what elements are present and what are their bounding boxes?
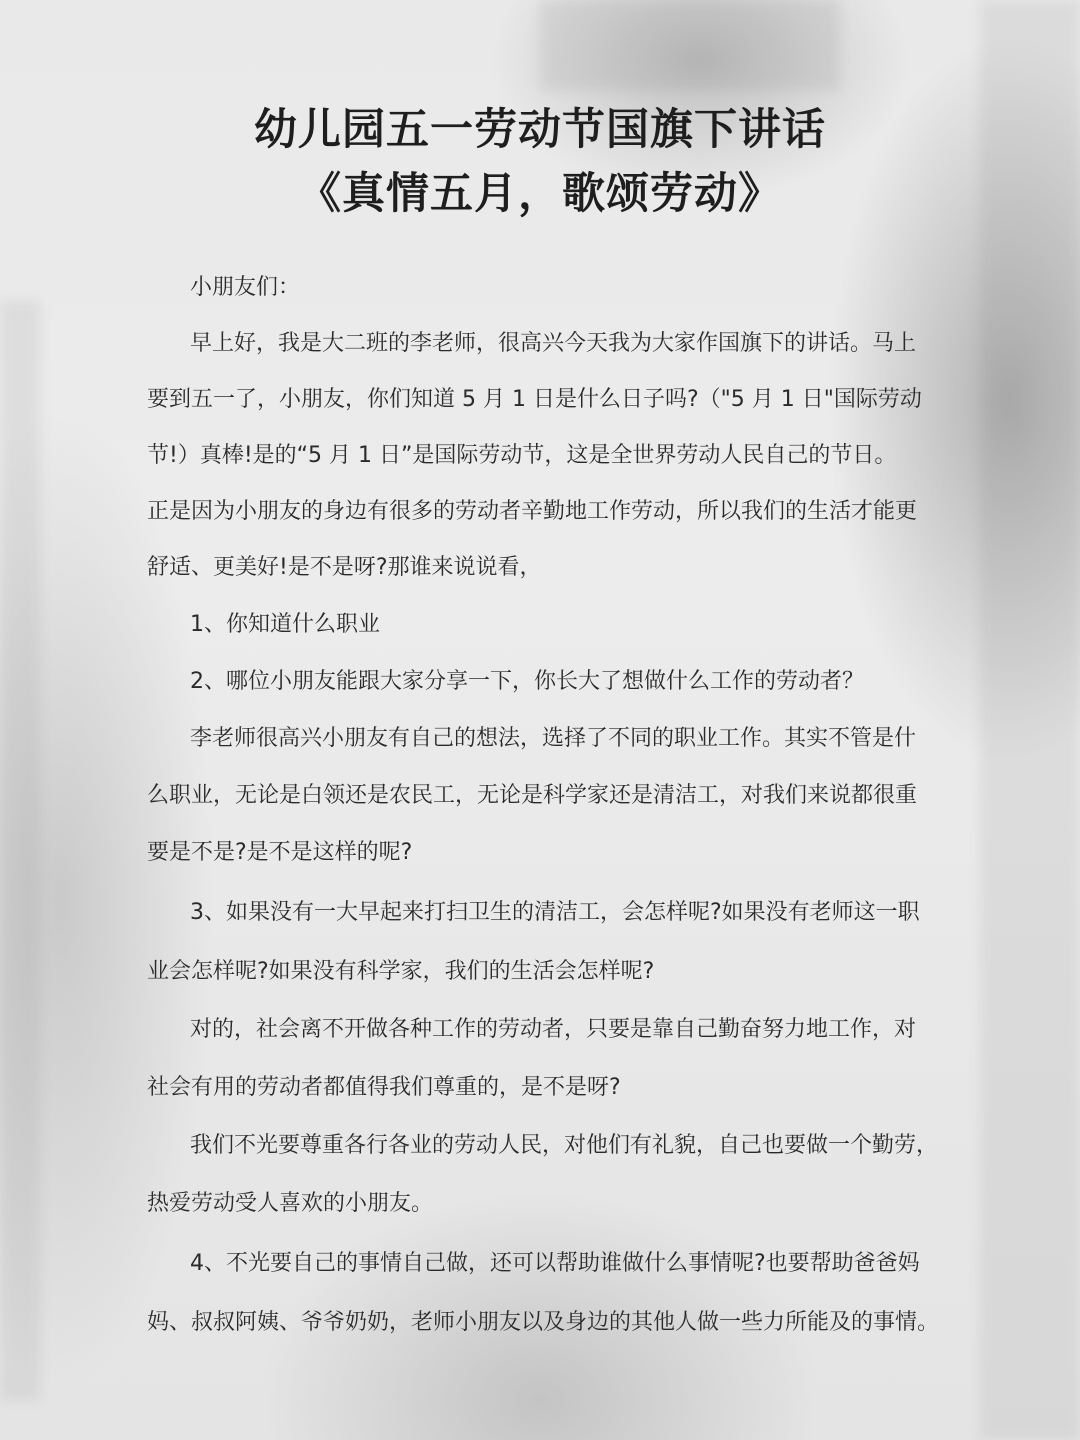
text-line: 要是不是?是不是这样的呢? <box>147 840 413 865</box>
scan-shadow <box>0 300 40 1400</box>
text-line: 么职业，无论是白领还是农民工，无论是科学家还是清洁工，对我们来说都很重 <box>147 783 918 808</box>
list-item: 1、你知道什么职业 <box>190 612 380 637</box>
text-line: 小朋友们： <box>190 275 301 300</box>
text-line: 业会怎样呢?如果没有科学家，我们的生活会怎样呢? <box>147 959 655 984</box>
text-line: 社会有用的劳动者都值得我们尊重的，是不是呀? <box>147 1075 621 1100</box>
text-line: 妈、叔叔阿姨、爷爷奶奶，老师小朋友以及身边的其他人做一些力所能及的事情。 <box>147 1310 940 1335</box>
list-item: 4、不光要自己的事情自己做，还可以帮助谁做什么事情呢?也要帮助爸爸妈 <box>190 1251 920 1276</box>
text-line: 李老师很高兴小朋友有自己的想法，选择了不同的职业工作。其实不管是什 <box>190 726 917 751</box>
text-line: 对的，社会离不开做各种工作的劳动者，只要是靠自己勤奋努力地工作，对 <box>190 1017 917 1042</box>
text-line: 要到五一了，小朋友，你们知道 5 月 1 日是什么日子吗?（"5 月 1 日"国际劳动 <box>147 387 922 412</box>
text-line: 节!）真棒!是的“5 月 1 日”是国际劳动节，这是全世界劳动人民自己的节日。 <box>147 443 897 468</box>
list-item: 3、如果没有一大早起来打扫卫生的清洁工，会怎样呢?如果没有老师这一职 <box>190 900 920 925</box>
document-title: 幼儿园五一劳动节国旗下讲话 <box>254 105 826 155</box>
text-line: 热爱劳动受人喜欢的小朋友。 <box>147 1191 434 1216</box>
text-line: 我们不光要尊重各行各业的劳动人民，对他们有礼貌，自己也要做一个勤劳， <box>190 1133 939 1158</box>
text-line: 早上好，我是大二班的李老师，很高兴今天我为大家作国旗下的讲话。马上 <box>190 331 917 356</box>
text-line: 舒适、更美好!是不是呀?那谁来说说看， <box>147 555 542 580</box>
list-item: 2、哪位小朋友能跟大家分享一下，你长大了想做什么工作的劳动者？ <box>190 669 864 694</box>
text-line: 正是因为小朋友的身边有很多的劳动者辛勤地工作劳动，所以我们的生活才能更 <box>147 499 918 524</box>
document-subtitle: 《真情五月，歌颂劳动》 <box>298 169 782 219</box>
scan-shadow <box>540 0 840 90</box>
